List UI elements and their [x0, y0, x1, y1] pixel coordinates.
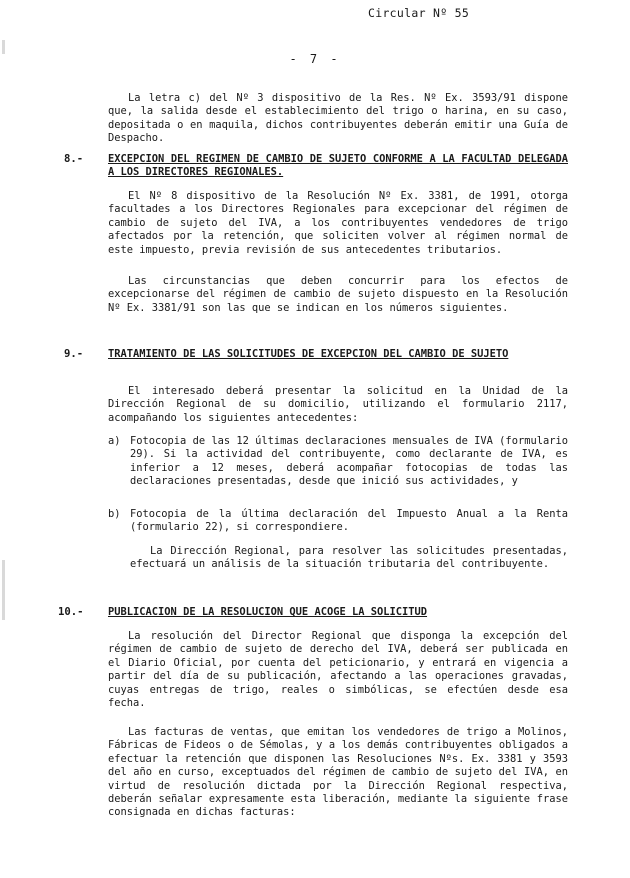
section-10-title: PUBLICACION DE LA RESOLUCION QUE ACOGE LA SOLICITUD	[108, 606, 428, 618]
section-9-number: 9.-	[64, 348, 84, 360]
section-8-paragraph-1: El Nº 8 dispositivo de la Resolución Nº Ex. 3381, de 1991, otorga facultades a los Directores Regionales para excepcionar del régimen de cambio de sujeto del IVA, a los contribuyentes vendedores de trigo afectados por la retención, que soliciten volver al régimen normal de este impuesto, previa revisión de sus antecedentes tributarios.	[108, 190, 568, 256]
list-item-b-label: b)	[108, 508, 121, 520]
section-8-number: 8.-	[64, 153, 84, 165]
page-number: - 7 -	[289, 52, 341, 66]
section-10-paragraph-1: La resolución del Director Regional que disponga la excepción del régimen de cambio de sujeto de derecho del IVA, deberá ser publicada en el Diario Oficial, por cuenta del peticionario, y entrará en vigencia a partir del día de su publicación, afectando a las operaciones gravadas, cuyas entregas de trigo, reales o simbólicas, se efectúen desde esa fecha.	[108, 630, 568, 710]
intro-paragraph: La letra c) del Nº 3 dispositivo de la Res. Nº Ex. 3593/91 dispone que, la salida desde el establecimiento del trigo o harina, en su caso, depositada o en maquila, dichos contribuyentes deberán emitir una Guía de Despacho.	[108, 92, 568, 145]
section-9-title: TRATAMIENTO DE LAS SOLICITUDES DE EXCEPCION DEL CAMBIO DE SUJETO	[108, 348, 509, 360]
section-10-paragraph-2: Las facturas de ventas, que emitan los vendedores de trigo a Molinos, Fábricas de Fideos o de Sémolas, y a los demás contribuyentes obligados a efectuar la retención que disponen las Resoluciones Nºs. Ex. 3381 y 3593 del año en curso, exceptuados del régimen de cambio de sujeto del IVA, en virtud de resolución dictada por la Dirección Regional respectiva, deberán señalar expresamente esta liberación, mediante la siguiente frase consignada en dichas facturas:	[108, 726, 568, 819]
list-item-a-label: a)	[108, 435, 121, 447]
circular-number: Circular Nº 55	[368, 6, 470, 20]
section-8-paragraph-2: Las circunstancias que deben concurrir para los efectos de excepcionarse del régimen de cambio de sujeto dispuesto en la Resolución Nº Ex. 3381/91 son las que se indican en los números siguientes.	[108, 275, 568, 314]
section-8-title: EXCEPCION DEL REGIMEN DE CAMBIO DE SUJETO CONFORME A LA FACULTAD DELEGADA A LOS DIRECTORES REGIONALES.	[108, 153, 568, 179]
section-9-paragraph-2: La Dirección Regional, para resolver las solicitudes presentadas, efectuará un análisis de la situación tributaria del contribuyente.	[130, 545, 568, 571]
list-item-b-text: Fotocopia de la última declaración del Impuesto Anual a la Renta (formulario 22), si correspondiere.	[130, 508, 568, 534]
section-9-paragraph-1: El interesado deberá presentar la solicitud en la Unidad de la Dirección Regional de su domicilio, utilizando el formulario 2117, acompañando los siguientes antecedentes:	[108, 385, 568, 424]
section-10-number: 10.-	[58, 606, 84, 618]
list-item-a-text: Fotocopia de las 12 últimas declaraciones mensuales de IVA (formulario 29). Si la actividad del contribuyente, como declarante de IVA, es inferior a 12 meses, deberá acompañar fotocopias de todas las declaraciones presentadas, desde que inició sus actividades, y	[130, 435, 568, 488]
scan-margin-mark	[2, 560, 5, 620]
